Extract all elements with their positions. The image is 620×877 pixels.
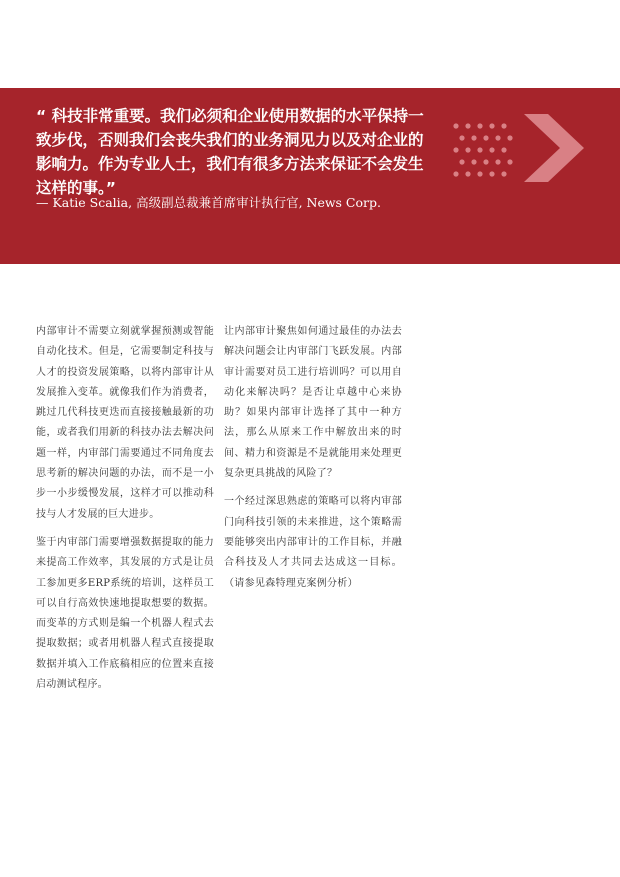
pull-quote: “ 科技非常重要。我们必须和企业使用数据的水平保持一致步伐，否则我们会丧失我们的业务洞见力以及对企业的影响力。作为专业人士，我们有很多方法来保证不会发生这样的事。” [36, 107, 424, 197]
quote-attribution: — Katie Scalia, 高级副总裁兼首席审计执行官, News Corp. [36, 195, 381, 210]
quote-banner [0, 88, 620, 264]
left-text-column [36, 322, 214, 703]
chevron-right-arrow-icon [448, 110, 588, 186]
right-paragraph-1: 让内部审计聚焦如何通过最佳的办法去解决问题会让内审部门飞跃发展。内部审计需要对员工进行培训吗？可以用自动化来解决吗？是否让卓越中心来协助？如果内部审计选择了其中一种方法，那么从原来工作中解放出来的时间、精力和资源是不是就能用来处理更复杂更具挑战的风险了？ [224, 326, 402, 480]
left-paragraph-2: 鉴于内审部门需要增强数据提取的能力来提高工作效率，其发展的方式是让员工参加更多ERP系统的培训，这样员工可以自行高效快速地提取想要的数据。而变革的方式则是编一个机器人程式去提取数据；或者用机器人程式直接提取数据并填入工作底稿相应的位置来直接启动测试程序。 [36, 536, 214, 691]
left-paragraph-1: 内部审计不需要立刻就掌握预测或智能自动化技术。但是，它需要制定科技与人才的投资发展策略，以将内部审计从发展推入变革。就像我们作为消费者，跳过几代科技更迭而直接接触最新的功能，或者我们用新的科技办法去解决问题一样，内审部门需要通过不同角度去思考新的解决问题的办法，而不是一小步一小步缓慢发展，这样才可以推动科技与人才发展的巨大进步。 [36, 326, 214, 520]
right-paragraph-2: 一个经过深思熟虑的策略可以将内审部门向科技引领的未来推进，这个策略需要能够突出内部审计的工作目标，并融合科技及人才共同去达成这一目标。（请参见森特理克案例分析） [224, 496, 402, 589]
right-text-column [224, 322, 402, 602]
